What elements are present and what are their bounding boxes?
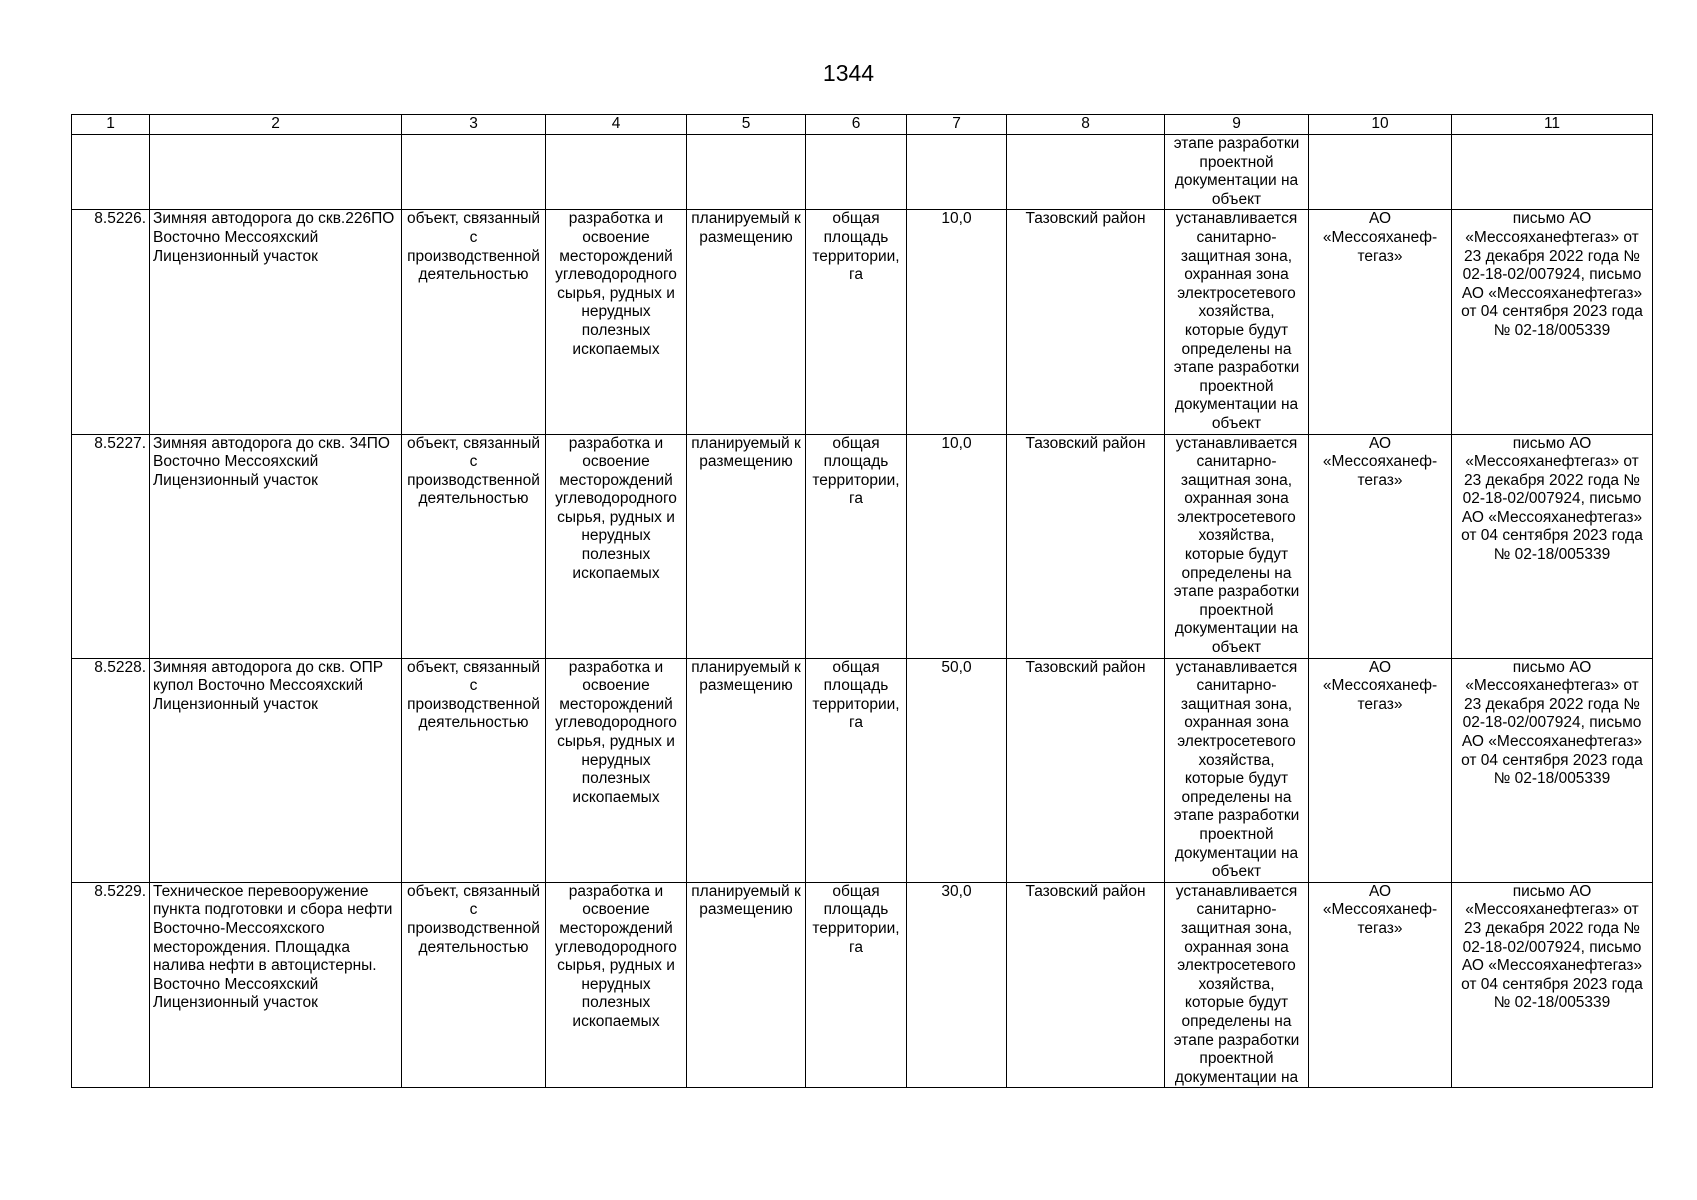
row-id: 8.5226. (72, 210, 150, 434)
column-number: 2 (150, 115, 402, 135)
characteristic: общая площадь территории, га (806, 210, 907, 434)
characteristic: общая площадь территории, га (806, 434, 907, 658)
empty-cell (402, 135, 546, 210)
location: Тазовский район (1007, 658, 1165, 882)
continuation-row (72, 135, 1653, 210)
column-number-row (72, 115, 1653, 135)
column-number: 11 (1452, 115, 1653, 135)
object-type: объект, связанный с производственной деятельностью (402, 658, 546, 882)
column-number: 8 (1007, 115, 1165, 135)
empty-cell (150, 135, 402, 210)
object-type: объект, связанный с производственной деятельностью (402, 434, 546, 658)
organization: АО «Мессояханеф-тегаз» (1309, 882, 1452, 1088)
object-status: планируемый к размещению (687, 882, 806, 1088)
characteristic-value: 30,0 (907, 882, 1007, 1088)
row-id: 8.5227. (72, 434, 150, 658)
row-id: 8.5228. (72, 658, 150, 882)
column-number: 6 (806, 115, 907, 135)
object-name: Зимняя автодорога до скв. ОПР купол Восточно Мессояхский Лицензионный участок (150, 658, 402, 882)
empty-cell (72, 135, 150, 210)
zone-cell: устанавливается санитарно-защитная зона, охранная зона электросетевого хозяйства, которые будут определены на этапе разработки проектной документации на объект (1165, 658, 1309, 882)
column-number: 5 (687, 115, 806, 135)
characteristic-value: 10,0 (907, 434, 1007, 658)
table-row (72, 658, 1653, 882)
page-number: 1344 (822, 60, 875, 86)
empty-cell (1452, 135, 1653, 210)
object-purpose: разработка и освоение месторождений углеводородного сырья, рудных и нерудных полезных ископаемых (546, 658, 687, 882)
location: Тазовский район (1007, 882, 1165, 1088)
basis-document: письмо АО «Мессояханефтегаз» от 23 декабря 2022 года № 02-18-02/007924, письмо АО «Мессояханефтегаз» от 04 сентября 2023 года № 02-18/005339 (1452, 882, 1653, 1088)
empty-cell (806, 135, 907, 210)
table-row (72, 882, 1653, 1088)
characteristic: общая площадь территории, га (806, 658, 907, 882)
column-number: 7 (907, 115, 1007, 135)
zone-cell: устанавливается санитарно-защитная зона, охранная зона электросетевого хозяйства, которые будут определены на этапе разработки проектной документации на (1165, 882, 1309, 1088)
basis-document: письмо АО «Мессояханефтегаз» от 23 декабря 2022 года № 02-18-02/007924, письмо АО «Мессояханефтегаз» от 04 сентября 2023 года № 02-18/005339 (1452, 210, 1653, 434)
organization: АО «Мессояханеф-тегаз» (1309, 434, 1452, 658)
basis-document: письмо АО «Мессояханефтегаз» от 23 декабря 2022 года № 02-18-02/007924, письмо АО «Мессояханефтегаз» от 04 сентября 2023 года № 02-18/005339 (1452, 658, 1653, 882)
zone-cell: этапе разработки проектной документации на объект (1165, 135, 1309, 210)
registry-table (71, 114, 1653, 1088)
empty-cell (687, 135, 806, 210)
object-status: планируемый к размещению (687, 658, 806, 882)
characteristic-value: 50,0 (907, 658, 1007, 882)
column-number: 4 (546, 115, 687, 135)
organization: АО «Мессояханеф-тегаз» (1309, 210, 1452, 434)
object-status: планируемый к размещению (687, 434, 806, 658)
characteristic-value: 10,0 (907, 210, 1007, 434)
object-purpose: разработка и освоение месторождений углеводородного сырья, рудных и нерудных полезных ископаемых (546, 434, 687, 658)
empty-cell (1309, 135, 1452, 210)
zone-cell: устанавливается санитарно-защитная зона, охранная зона электросетевого хозяйства, которые будут определены на этапе разработки проектной документации на объект (1165, 210, 1309, 434)
object-name: Зимняя автодорога до скв. 34ПО Восточно Мессояхский Лицензионный участок (150, 434, 402, 658)
object-type: объект, связанный с производственной деятельностью (402, 210, 546, 434)
object-name: Зимняя автодорога до скв.226ПО Восточно Мессояхский Лицензионный участок (150, 210, 402, 434)
column-number: 10 (1309, 115, 1452, 135)
object-type: объект, связанный с производственной деятельностью (402, 882, 546, 1088)
object-name: Техническое перевооружение пункта подготовки и сбора нефти Восточно-Мессояхского месторождения. Площадка налива нефти в автоцистерны. Восточно Мессояхский Лицензионный участок (150, 882, 402, 1088)
object-purpose: разработка и освоение месторождений углеводородного сырья, рудных и нерудных полезных ископаемых (546, 210, 687, 434)
location: Тазовский район (1007, 434, 1165, 658)
organization: АО «Мессояханеф-тегаз» (1309, 658, 1452, 882)
object-purpose: разработка и освоение месторождений углеводородного сырья, рудных и нерудных полезных ископаемых (546, 882, 687, 1088)
column-number: 3 (402, 115, 546, 135)
table-row (72, 434, 1653, 658)
location: Тазовский район (1007, 210, 1165, 434)
empty-cell (907, 135, 1007, 210)
column-number: 9 (1165, 115, 1309, 135)
zone-cell: устанавливается санитарно-защитная зона, охранная зона электросетевого хозяйства, которые будут определены на этапе разработки проектной документации на объект (1165, 434, 1309, 658)
column-number: 1 (72, 115, 150, 135)
empty-cell (546, 135, 687, 210)
characteristic: общая площадь территории, га (806, 882, 907, 1088)
empty-cell (1007, 135, 1165, 210)
object-status: планируемый к размещению (687, 210, 806, 434)
row-id: 8.5229. (72, 882, 150, 1088)
table-row (72, 210, 1653, 434)
basis-document: письмо АО «Мессояханефтегаз» от 23 декабря 2022 года № 02-18-02/007924, письмо АО «Мессояханефтегаз» от 04 сентября 2023 года № 02-18/005339 (1452, 434, 1653, 658)
